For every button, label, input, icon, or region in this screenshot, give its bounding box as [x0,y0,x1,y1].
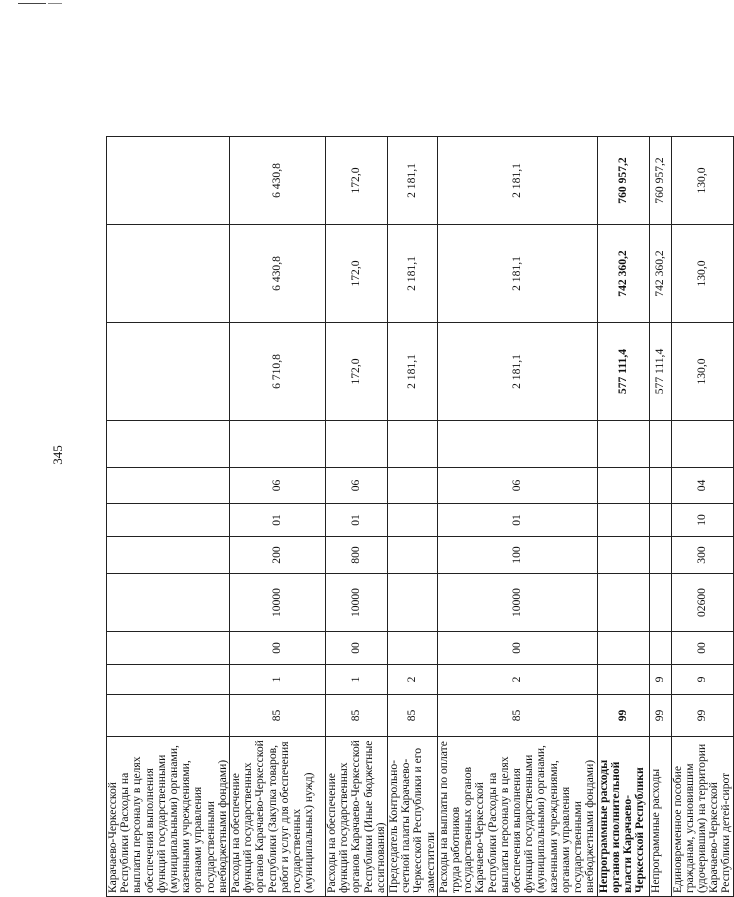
page-number: 345 [50,445,65,465]
expense-name-cell: Председатель Контрольно-счетной палаты Карачаево-Черкесской Республики и его заместители [388,737,438,897]
code-cell: 100 [437,537,597,574]
code-cell: 85 [437,695,597,737]
code-cell: 00 [437,632,597,665]
code-cell: 01 [230,504,326,537]
code-cell [649,574,671,632]
table-row [649,137,671,897]
code-cell: 10000 [437,574,597,632]
code-cell: 300 [671,537,733,574]
amount-cell: 2 181,1 [437,225,597,323]
table-row [437,137,597,897]
table-body [107,137,734,897]
amount-cell: 760 957,2 [597,137,649,225]
amount-cell [107,225,230,323]
code-cell [388,504,438,537]
table-row [597,137,649,897]
code-cell [649,468,671,504]
amount-cell [107,137,230,225]
code-cell [107,632,230,665]
code-cell [107,665,230,695]
amount-cell: 2 181,1 [388,225,438,323]
amount-cell: 172,0 [326,137,388,225]
code-cell [107,695,230,737]
code-cell: 10000 [230,574,326,632]
amount-cell: 130,0 [671,137,733,225]
table-row [107,137,230,897]
expense-name-cell: Непрограммные расходы органов исполнительной власти Карачаево-Черкесской Республики [597,737,649,897]
code-cell [597,468,649,504]
code-cell: 9 [649,665,671,695]
table-row [671,137,733,897]
code-cell [107,504,230,537]
code-cell [437,421,597,468]
code-cell [388,468,438,504]
code-cell: 06 [326,468,388,504]
code-cell [597,574,649,632]
amount-cell: 6 430,8 [230,225,326,323]
code-cell: 00 [671,632,733,665]
amount-cell: 577 111,4 [649,323,671,421]
code-cell [597,632,649,665]
code-cell: 99 [649,695,671,737]
budget-table [106,136,734,897]
amount-cell: 742 360,2 [649,225,671,323]
code-cell: 10000 [326,574,388,632]
table-row [326,137,388,897]
code-cell: 9 [671,665,733,695]
code-cell: 00 [326,632,388,665]
expense-name-cell: Расходы на выплаты по оплате труда работников государственных органов Карачаево-Черкесской Республики (Расходы на выплаты персоналу в целях обеспечения выполнения функций государственными (муниципальными) органами, казенными учреждениями, органами управления государственными внебюджетными фондами) [437,737,597,897]
rotated-budget-table [106,137,733,897]
amount-cell: 130,0 [671,225,733,323]
code-cell: 2 [437,665,597,695]
code-cell [671,421,733,468]
code-cell: 85 [230,695,326,737]
code-cell [388,537,438,574]
amount-cell: 2 181,1 [437,323,597,421]
code-cell [388,632,438,665]
page-edge-mark [48,3,62,4]
code-cell: 85 [326,695,388,737]
code-cell [326,421,388,468]
page-edge-mark [18,3,46,4]
code-cell [388,421,438,468]
amount-cell: 2 181,1 [437,137,597,225]
amount-cell: 577 111,4 [597,323,649,421]
expense-name-cell: Расходы на обеспечение функций государственных органов Карачаево-Черкесской Республики (Иные бюджетные ассигнования) [326,737,388,897]
code-cell: 01 [326,504,388,537]
code-cell: 2 [388,665,438,695]
code-cell: 10 [671,504,733,537]
code-cell: 99 [671,695,733,737]
code-cell [107,468,230,504]
amount-cell: 2 181,1 [388,137,438,225]
amount-cell: 172,0 [326,225,388,323]
code-cell [597,537,649,574]
code-cell [649,537,671,574]
code-cell: 04 [671,468,733,504]
code-cell [649,421,671,468]
code-cell: 01 [437,504,597,537]
amount-cell: 760 957,2 [649,137,671,225]
table-row [388,137,438,897]
code-cell: 200 [230,537,326,574]
code-cell [649,632,671,665]
expense-name-cell: Единовременное пособие гражданам, усыновившим (удочерившим) на территории Карачаево-Черкесской Республики детей-сирот [671,737,733,897]
table-row [230,137,326,897]
amount-cell: 742 360,2 [597,225,649,323]
code-cell: 1 [326,665,388,695]
code-cell: 99 [597,695,649,737]
code-cell [107,574,230,632]
code-cell [107,421,230,468]
code-cell [597,665,649,695]
amount-cell: 130,0 [671,323,733,421]
code-cell [388,574,438,632]
code-cell [597,421,649,468]
code-cell [597,504,649,537]
code-cell: 00 [230,632,326,665]
amount-cell: 172,0 [326,323,388,421]
amount-cell: 6 710,8 [230,323,326,421]
code-cell: 1 [230,665,326,695]
code-cell: 85 [388,695,438,737]
code-cell [649,504,671,537]
amount-cell [107,323,230,421]
expense-name-cell: Расходы на обеспечение функций государственных органов Карачаево-Черкесской Республики (Закупка товаров, работ и услуг для обеспечения государственных (муниципальных) нужд) [230,737,326,897]
amount-cell: 2 181,1 [388,323,438,421]
amount-cell: 6 430,8 [230,137,326,225]
expense-name-cell: Непрограммные расходы [649,737,671,897]
code-cell [230,421,326,468]
expense-name-cell: Карачаево-Черкесской Республики (Расходы на выплаты персоналу в целях обеспечения выполнения функций государственными (муниципальными) органами, казенными учреждениями, органами управления государственными внебюджетными фондами) [107,737,230,897]
code-cell: 800 [326,537,388,574]
code-cell: 06 [230,468,326,504]
code-cell [107,537,230,574]
code-cell: 06 [437,468,597,504]
code-cell: 02600 [671,574,733,632]
